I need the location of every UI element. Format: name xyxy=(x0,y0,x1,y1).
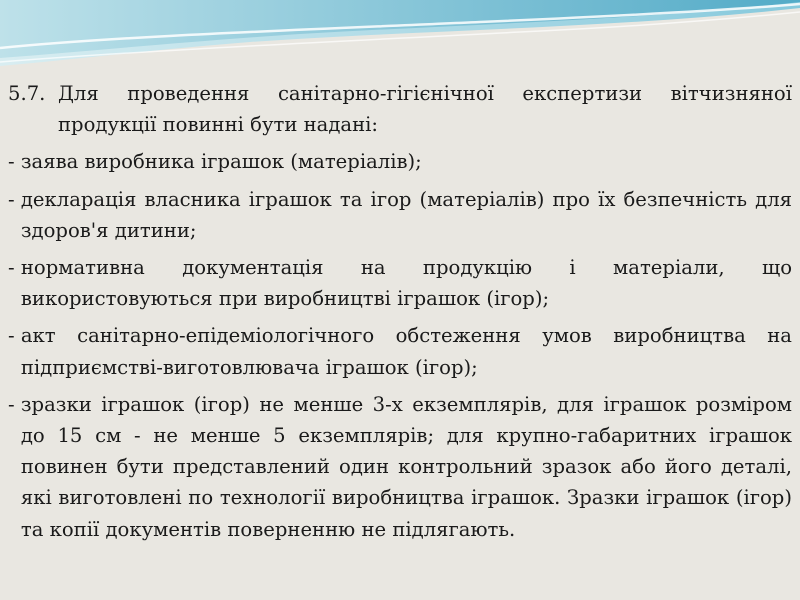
section-number: 5.7. xyxy=(8,82,46,105)
list-item xyxy=(8,252,792,314)
list-item xyxy=(8,184,792,246)
list-item-text: декларація власника іграшок та ігор (матеріалів) про їх безпечність для здоров'я дитини; xyxy=(20,187,792,242)
list-item-text: акт санітарно-епідеміологічного обстеження умов виробництва на підприємстві-виготовлювача іграшок (ігор); xyxy=(20,324,792,379)
list-bullet: - xyxy=(8,187,21,211)
list-bullet: - xyxy=(8,392,21,416)
list-item-text: нормативна документація на продукцію і матеріали, що використовуються при виробництві іграшок (ігор); xyxy=(20,256,792,311)
paragraph-text: Для проведення санітарно-гігієнічної експертизи вітчизняної продукції повинні бути надані: xyxy=(58,82,792,137)
document-body xyxy=(8,78,792,545)
decorative-waves xyxy=(0,0,800,70)
paragraph-intro xyxy=(8,78,792,140)
list-item xyxy=(8,146,792,177)
list-bullet: - xyxy=(8,324,21,348)
list-bullet: - xyxy=(8,150,21,174)
list-item xyxy=(8,320,792,382)
list-item xyxy=(8,389,792,545)
list-bullet: - xyxy=(8,256,21,280)
list-item-text: зразки іграшок (ігор) не менше 3-х екземплярів, для іграшок розміром до 15 см - не менше 5 екземплярів; для крупно-габаритних іграшок повинен бути представлений один контрольний зразок або його деталі, які виготовлені по технології виробництва іграшок. Зразки іграшок (ігор) та копії документів поверненню не підлягають. xyxy=(20,392,792,541)
list-item-text: заява виробника іграшок (матеріалів); xyxy=(20,150,422,174)
